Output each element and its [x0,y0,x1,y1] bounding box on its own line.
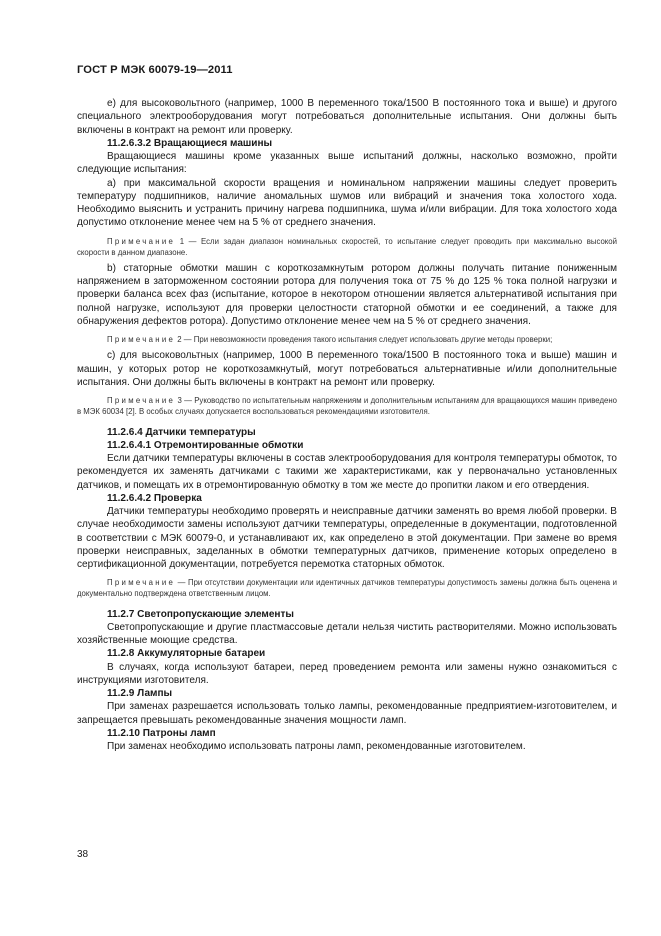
document-header: ГОСТ Р МЭК 60079-19—2011 [77,64,233,76]
note-1 [77,236,617,258]
note-3 [77,395,617,417]
note-4-label: Примечание [107,578,176,588]
heading-11-2-10: 11.2.10 Патроны ламп [107,727,216,739]
note-2 [77,334,617,345]
note-1-text: 1 — Если задан диапазон номинальных скоростей, то испытание следует проводить при максимально высокой скорости в данном диапазоне. [77,236,617,257]
note-1-label: Примечание [107,236,176,246]
rotating-item-a: а) при максимальной скорости вращения и номинальном напряжении машины следует проверить температуру подшипников, наличие аномальных шумов или вибраций и значения тока холостого хода. Необходимо выяснить и устранить причину нагрева подшипника, шума и/или вибрации. Для тока холостого хода допустимо отклонение менее чем на 5 % от среднего значения. [77,177,617,229]
note-3-label: Примечание [107,396,176,406]
note-2-label: Примечание [107,335,176,345]
note-4-text: — При отсутствии документации или идентичных датчиков температуры допустимость замены должна быть оценена и документально подтверждена ответственным лицом. [77,578,617,599]
lamp-holders-paragraph: При заменах необходимо использовать патроны ламп, рекомендованные изготовителем. [107,741,526,753]
heading-11-2-9: 11.2.9 Лампы [107,688,173,700]
rotating-item-b: b) статорные обмотки машин с короткозамкнутым ротором должны получать питание пониженным напряжением в заторможенном состоянии ротора для получения тока от 75 % до 125 % тока полной нагрузки и проверки баланса всех фаз (испытание, которое в некотором отношении является альтернативой испытания при полной нагрузке, используют для проверки целостности статорной обмотки и ее соединений, а также для обнаружения дефектов ротора). Допустимо отклонение менее чем на 5 % от среднего значения. [77,262,617,327]
heading-11-2-8: 11.2.8 Аккумуляторные батареи [107,648,266,660]
page-number: 38 [77,849,89,860]
note-3-text: 3 — Руководство по испытательным напряжениям и дополнительным испытаниям для вращающихся машин приведено в МЭК 60034 [2]. В особых случаях допускается воспользоваться рекомендациями изготовителя. [77,396,617,417]
light-transmitting-paragraph: Светопропускающие и другие пластмассовые детали нельзя чистить растворителями. Можно использовать хозяйственные моющие средства. [77,621,617,647]
heading-11-2-6-4-2: 11.2.6.4.2 Проверка [107,492,202,504]
heading-11-2-6-4: 11.2.6.4 Датчики температуры [107,426,256,438]
rotating-machines-intro: Вращающиеся машины кроме указанных выше испытаний должны, насколько возможно, пройти следующие испытания: [77,151,617,176]
heading-11-2-6-3-2: 11.2.6.3.2 Вращающиеся машины [107,137,273,149]
rotating-item-c: с) для высоковольтных (например, 1000 В переменного тока/1500 В постоянного тока и выше) машин и машин, у которых ротор не короткозамкнутый, могут потребоваться альтернативные и/или дополнительные испытания. Они должны быть включены в контракт на ремонт или проверку. [77,350,617,388]
batteries-paragraph: В случаях, когда используют батареи, перед проведением ремонта или замены нужно ознакомиться с инструкциями изготовителя. [77,661,617,686]
heading-11-2-6-4-1: 11.2.6.4.1 Отремонтированные обмотки [107,439,304,451]
lamps-paragraph: При заменах разрешается использовать только лампы, рекомендованные предприятием-изготовителем, и запрещается превышать рекомендованные значения мощности ламп. [77,701,617,726]
note-4 [77,577,617,599]
sensor-check-paragraph: Датчики температуры необходимо проверять и неисправные датчики заменять во время любой проверки. В случае необходимости замены используют датчики температуры, определенные в документации, подготовленной в соответствии с МЭК 60079-0, и устанавливают их, как определено в этой документации. При замене во время проверки неисправных, заделанных в обмотки температурных датчиков, применение которых определено в сертификационной документации, потребуется перемотка статорных обмоток. [77,506,617,571]
paragraph-e: е) для высоковольтного (например, 1000 В переменного тока/1500 В постоянного тока и выше) и другого специального электрооборудования могут потребоваться дополнительные испытания. Они должны быть включены в контракт на ремонт или проверку. [77,98,617,136]
heading-11-2-7: 11.2.7 Светопропускающие элементы [107,608,295,620]
repaired-windings-paragraph: Если датчики температуры включены в состав электрооборудования для контроля температуры обмоток, то рекомендуется их заменять датчиками с такими же характеристиками, как у первоначально установленных датчиков, и помещать их в отремонтированную обмотку в том же месте до пропитки лаком и его отвердения. [77,453,617,491]
note-2-text: 2 — При невозможности проведения такого испытания следует использовать другие методы проверки; [175,335,553,345]
